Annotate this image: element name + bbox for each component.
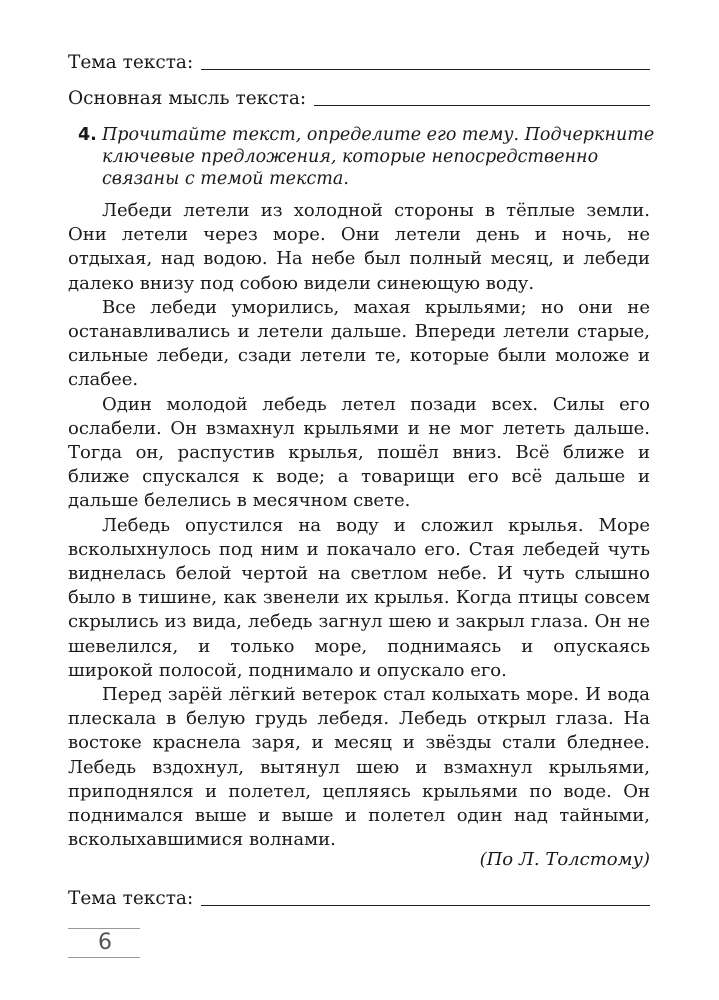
task-4 [78, 124, 658, 190]
main-idea-field [68, 88, 650, 110]
story-text [68, 199, 650, 852]
paragraph: Перед зарёй лёгкий ветерок стал колыхать море. И вода плескала в белую грудь лебедя. Лебедь открыл глаза. На востоке краснела заря, и месяц и звёзды стали бледнее. Лебедь вздохнул, вытянул шею и взмахнул крыльями, приподнялся и полетел, цепляясь крыльями по воде. Он поднимался выше и выше и полетел один над тайными, всколыхавшимися волнами. [68, 684, 650, 851]
paragraph: Все лебеди уморились, махая крыльями; но они не останавливались и летели дальше. Впереди летели старые, сильные лебеди, сзади летели те, которые были моложе и слабее. [68, 296, 650, 391]
task-instruction: Прочитайте текст, определите его тему. Подчеркните ключевые предложения, которые непосредственно связаны с темой текста. [102, 125, 655, 189]
task-number: 4. [78, 125, 97, 145]
paragraph: Лебеди летели из холодной стороны в тёплые земли. Они летели через море. Они летели день и ночь, не отдыхая, над водою. На небе был полный месяц, и лебеди далеко внизу под собою видели синеющую воду. [68, 200, 650, 294]
main-idea-label: Основная мысль текста: [68, 88, 307, 109]
theme-label: Тема текста: [68, 888, 194, 909]
paragraph: Лебедь опустился на воду и сложил крылья. Море всколыхнулось под ним и покачало его. Стая лебедей чуть виднелась белой чертой на светлом небе. И чуть слышно было в тишине, как звенели их крылья. Когда птицы совсем скрылись из вида, лебедь загнул шею и закрыл глаза. Он не шевелился, и только море, поднимаясь и опускаясь широкой полосой, поднимало и опускало его. [68, 514, 650, 681]
theme-label: Тема текста: [68, 52, 194, 73]
answer-line[interactable] [201, 69, 650, 70]
answer-line[interactable] [201, 905, 650, 906]
theme-field-bottom [68, 888, 650, 910]
source-attribution: (По Л. Толстому) [479, 849, 650, 870]
theme-field-top [68, 52, 650, 74]
answer-line[interactable] [314, 105, 650, 106]
page-number: 6 [68, 928, 140, 958]
paragraph: Один молодой лебедь летел позади всех. Силы его ослабели. Он взмахнул крыльями и не мог лететь дальше. Тогда он, распустив крылья, пошёл вниз. Всё ближе и ближе спускался к воде; а товарищи его всё дальше и дальше белелись в месячном свете. [68, 393, 650, 512]
